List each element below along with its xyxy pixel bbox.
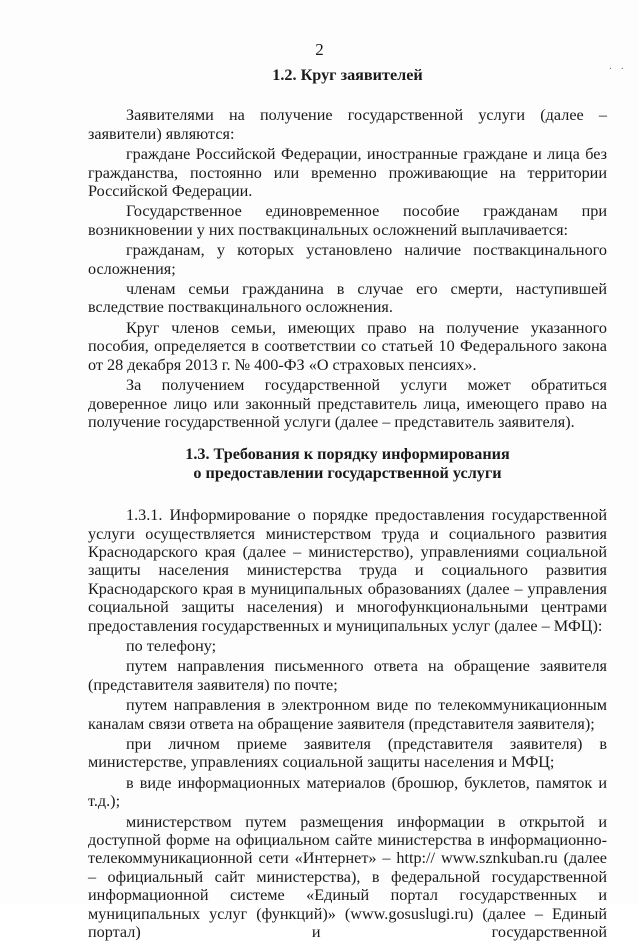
paragraph: путем направления в электронном виде по телекоммуникационным каналам связи ответа на обращение заявителя (представителя заявителя); (88, 696, 607, 733)
paragraph: при личном приеме заявителя (представителя заявителя) в министерстве, управлениях социальной защиты населения и МФЦ; (88, 735, 607, 772)
page-number: 2 (315, 40, 324, 59)
paragraph: гражданам, у которых установлено наличие поствакцинального осложнения; (88, 241, 607, 278)
paragraph: граждане Российской Федерации, иностранные граждане и лица без гражданства, постоянно или временно проживающие на территории Российской Федерации. (88, 145, 607, 201)
section-heading-1-3-line2: о предоставлении государственной услуги (193, 463, 502, 482)
paragraph: Круг членов семьи, имеющих право на получение указанного пособия, определяется в соответствии со статьей 10 Федерального закона от 28 декабря 2013 г. № 400-ФЗ «О страховых пенсиях». (88, 318, 607, 374)
paragraph: в виде информационных материалов (брошюр, буклетов, памяток и т.д.); (88, 773, 607, 811)
section-heading-1-3 (88, 445, 607, 482)
document-body (88, 66, 607, 943)
section-heading-1-3-line1: 1.3. Требования к порядку информирования (185, 445, 510, 464)
section-1-3-body (88, 506, 607, 941)
paragraph: 1.3.1. Информирование о порядке предоставления государственной услуги осуществляется министерством труда и социального развития Краснодарского края (далее – министерство), управлениями социальной защиты населения министерства труда и социального развития Краснодарского края в муниципальных образованиях (далее – управления социальной защиты населения) и многофункциональными центрами предоставления государственных и муниципальных услуг (далее – МФЦ): (88, 506, 607, 635)
paragraph: Государственное единовременное пособие гражданам при возникновении у них поствакцинальных осложнений выплачивается: (88, 202, 607, 239)
paragraph: Заявителями на получение государственной услуги (далее – заявители) являются: (88, 106, 607, 143)
paragraph: За получением государственной услуги может обратиться доверенное лицо или законный представитель лица, имеющего право на получение государственной услуги (далее – представитель заявителя). (88, 376, 607, 431)
paragraph: по телефону; (126, 636, 217, 655)
paragraph: членам семьи гражданина в случае его смерти, наступившей вследствие поствакцинального осложнения. (88, 280, 607, 317)
section-heading-1-2: 1.2. Круг заявителей (272, 66, 423, 84)
scan-artifact: · · (608, 64, 627, 75)
paragraph: путем направления письменного ответа на обращение заявителя (представителя заявителя) по почте; (88, 657, 607, 694)
paragraph: министерством путем размещения информации в открытой и доступной форме на официальном сайте министерства в информационно-телекоммуникационной сети «Интернет» – http:// www.sznkuban.ru (далее – официальный сайт министерства), в федеральной государственной информационной системе «Единый портал государственных и муниципальных услуг (функций)» (www.gosuslugi.ru) (далее – Единый портал) и государственной (88, 812, 607, 942)
section-1-2-body (88, 106, 607, 431)
